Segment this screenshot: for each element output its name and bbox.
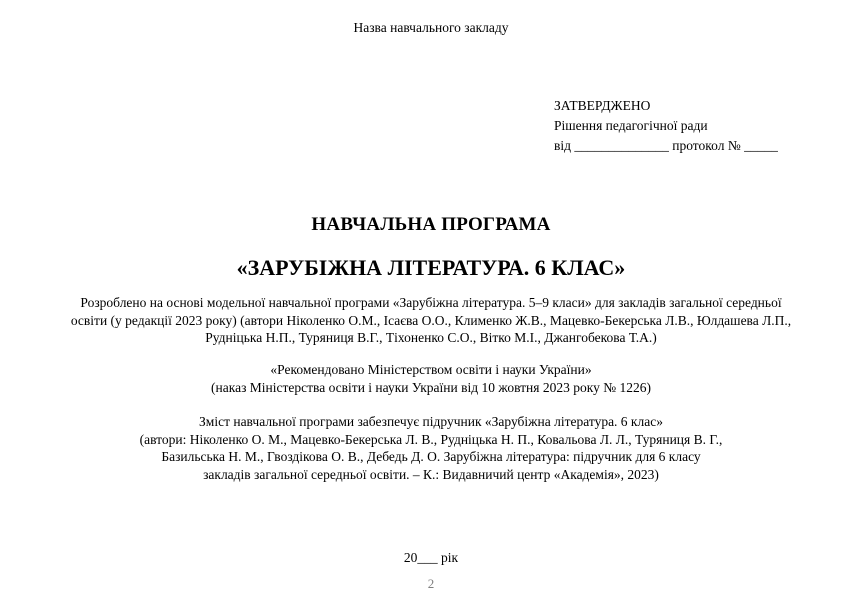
developed-line-1: Розроблено на основі модельної навчальної програми «Зарубіжна література. 5–9 класи» для закладів загальної середньої — [80, 295, 782, 310]
textbook-line-4: закладів загальної середньої освіти. – К.: Видавничий центр «Академія», 2023) — [203, 466, 659, 482]
recommended-line-2: (наказ Міністерства освіти і науки України від 10 жовтня 2023 року № 1226) — [211, 379, 651, 395]
textbook-paragraph — [30, 413, 832, 483]
developed-line-3: Рудніцька Н.П., Туряниця В.Г., Тіхоненко С.О., Вітко М.І., Джангобекова Т.А.) — [205, 330, 657, 345]
program-title: «ЗАРУБІЖНА ЛІТЕРАТУРА. 6 КЛАС» — [236, 255, 626, 280]
recommended-line-1: «Рекомендовано Міністерством освіти і науки України» — [270, 362, 592, 377]
recommended-paragraph — [30, 361, 832, 396]
approval-block — [554, 96, 778, 156]
textbook-line-2: (автори: Ніколенко О. М., Мацевко-Бекерська Л. В., Рудніцька Н. П., Ковальова Л. Л., Туряниця В. Г., — [139, 431, 723, 447]
institution-name: Назва навчального закладу — [353, 20, 509, 35]
page-number: 2 — [427, 576, 435, 591]
document-type-title: НАВЧАЛЬНА ПРОГРАМА — [311, 214, 551, 235]
textbook-line-1: Зміст навчальної програми забезпечує підручник «Зарубіжна література. 6 клас» — [199, 414, 663, 429]
textbook-line-3: Базильська Н. М., Гвоздікова О. В., Дебедь Д. О. Зарубіжна література: підручник для 6 класу — [161, 449, 701, 464]
approval-protocol: від ______________ протокол № _____ — [554, 138, 778, 153]
year-line: 20___ рік — [403, 550, 459, 565]
developed-line-2: освіти (у редакції 2023 року) (автори Ніколенко О.М., Ісаєва О.О., Клименко Ж.В., Мацевко-Бекерська Л.В., Юлдашева Л.П., — [70, 312, 792, 328]
approval-council: Рішення педагогічної ради — [554, 118, 708, 133]
developed-paragraph — [30, 294, 832, 347]
approval-heading: ЗАТВЕРДЖЕНО — [554, 98, 651, 113]
